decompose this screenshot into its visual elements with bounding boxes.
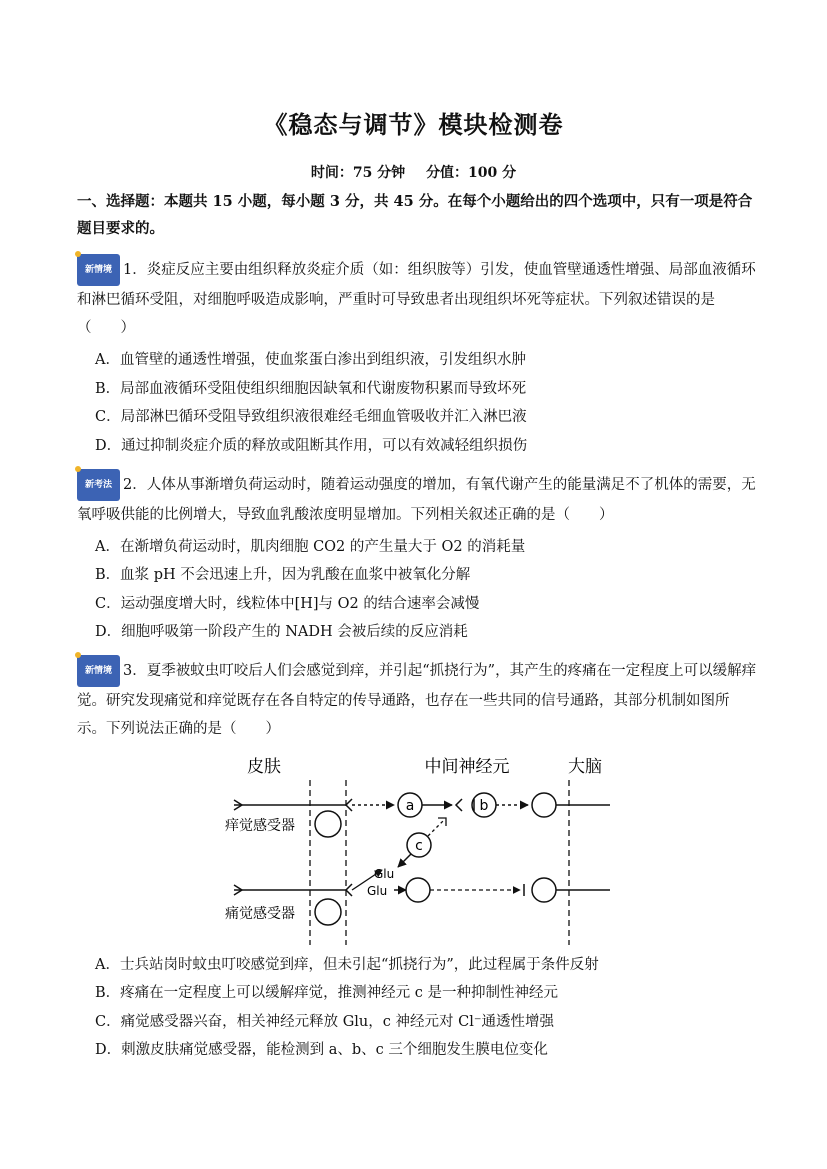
label-skin: 皮肤 xyxy=(247,757,281,777)
exam-score: 分值：100 分 xyxy=(426,165,517,181)
question-1 xyxy=(77,254,757,342)
option-2d: D．细胞呼吸第一阶段产生的 NADH 会被后续的反应消耗 xyxy=(95,624,468,640)
nerve-pathway-diagram xyxy=(212,750,612,948)
option-3b: B．疼痛在一定程度上可以缓解痒觉，推测神经元 c 是一种抑制性神经元 xyxy=(95,985,558,1001)
label-brain: 大脑 xyxy=(568,757,602,777)
glu-label-2: Glu xyxy=(367,884,388,898)
brain-neuron-itch xyxy=(532,793,556,817)
label-itch-receptor: 痒觉感受器 xyxy=(225,818,295,834)
option-2b: B．血浆 pH 不会迅速上升，因为乳酸在血浆中被氧化分解 xyxy=(95,567,471,583)
option-1a: A．血管壁的通透性增强，使血浆蛋白渗出到组织液，引发组织水肿 xyxy=(95,352,526,368)
question-2 xyxy=(77,469,757,529)
neuron-c-label: c xyxy=(415,838,423,854)
section-heading: 一、选择题：本题共 15 小题，每小题 3 分，共 45 分。在每个小题给出的四个选项中，只有一项是符合题目要求的。 xyxy=(77,193,753,237)
question-badge: 新情境 xyxy=(77,254,120,286)
option-3a: A．士兵站岗时蚊虫叮咬感觉到痒，但未引起“抓挠行为”，此过程属于条件反射 xyxy=(95,957,599,973)
label-pain-receptor: 痛觉感受器 xyxy=(225,906,295,922)
option-1b: B．局部血液循环受阻使组织细胞因缺氧和代谢废物积累而导致坏死 xyxy=(95,381,527,397)
option-2c: C．运动强度增大时，线粒体中[H]与 O2 的结合速率会减慢 xyxy=(95,596,480,612)
pain-receptor-cell xyxy=(315,899,341,925)
page-title: 《稳态与调节》模块检测卷 xyxy=(263,111,564,139)
option-1d: D．通过抑制炎症介质的释放或阻断其作用，可以有效减轻组织损伤 xyxy=(95,438,528,454)
exam-meta xyxy=(0,162,827,182)
option-3c: C．痛觉感受器兴奋，相关神经元释放 Glu，c 神经元对 Cl⁻通透性增强 xyxy=(95,1014,554,1030)
question-3 xyxy=(77,655,757,743)
pain-interneuron xyxy=(406,878,430,902)
brain-neuron-pain xyxy=(532,878,556,902)
question-stem: 2．人体从事渐增负荷运动时，随着运动强度的增加，有氧代谢产生的能量满足不了机体的需要，无氧呼吸供能的比例增大，导致血乳酸浓度明显增加。下列相关叙述正确的是（ ） xyxy=(77,477,756,523)
question-badge: 新情境 xyxy=(77,655,120,687)
exam-time: 时间：75 分钟 xyxy=(310,165,406,181)
question-badge: 新考法 xyxy=(77,469,120,501)
glu-label-1: Glu xyxy=(374,867,395,881)
neuron-a-label: a xyxy=(405,798,415,814)
option-2a: A．在渐增负荷运动时，肌肉细胞 CO2 的产生量大于 O2 的消耗量 xyxy=(95,539,526,555)
option-3d: D．刺激皮肤痛觉感受器，能检测到 a、b、c 三个细胞发生膜电位变化 xyxy=(95,1042,548,1058)
itch-receptor-cell xyxy=(315,811,341,837)
neuron-b-label: b xyxy=(479,798,489,814)
question-stem: 1．炎症反应主要由组织释放炎症介质（如：组织胺等）引发，使血管壁通透性增强、局部血液循环和淋巴循环受阻，对细胞呼吸造成影响，严重时可导致患者出现组织坏死等症状。下列叙述错误的是（ ） xyxy=(77,262,756,336)
label-interneuron: 中间神经元 xyxy=(424,757,510,777)
option-1c: C．局部淋巴循环受阻导致组织液很难经毛细血管吸收并汇入淋巴液 xyxy=(95,409,527,425)
question-stem: 3．夏季被蚊虫叮咬后人们会感觉到痒，并引起“抓挠行为”，其产生的疼痛在一定程度上可以缓解痒觉。研究发现痛觉和痒觉既存在各自特定的传导通路，也存在一些共同的信号通路，其部分机制如图所示。下列说法正确的是（ ） xyxy=(77,663,757,737)
